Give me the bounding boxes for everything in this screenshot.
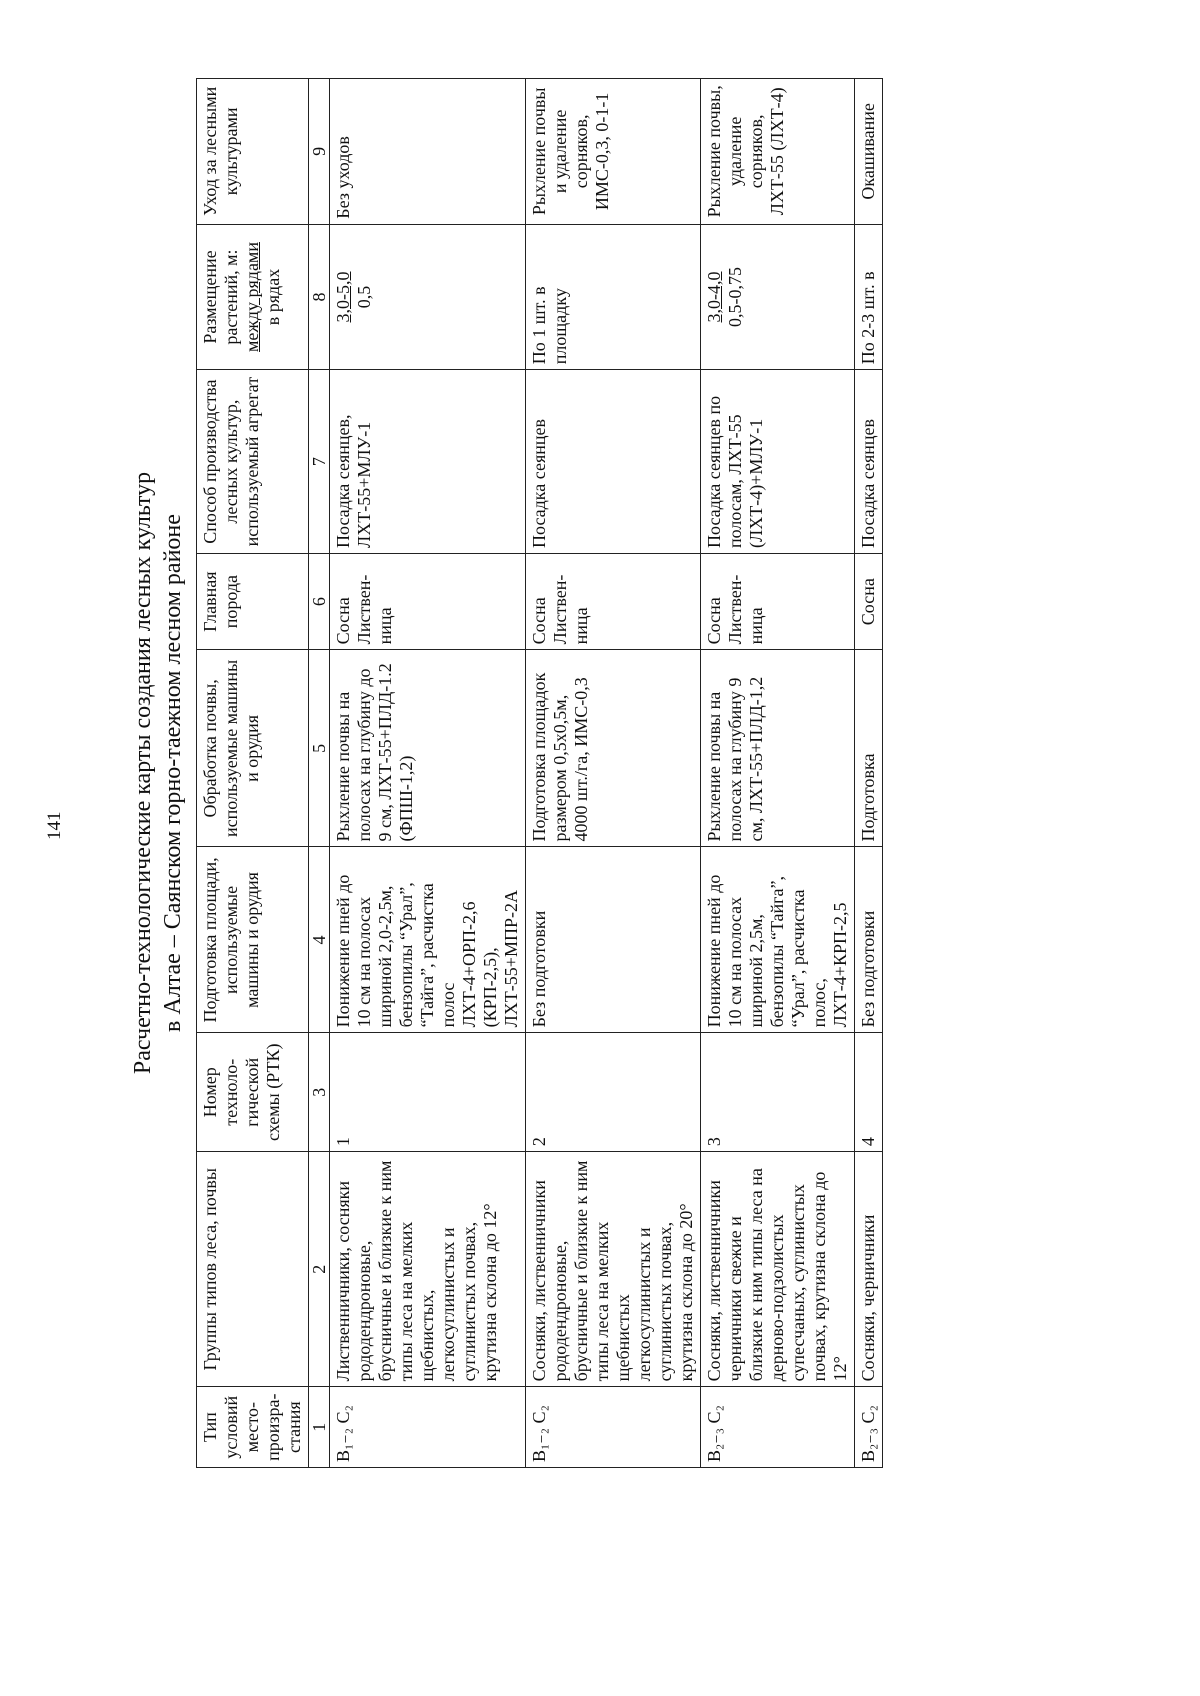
header-cell-3: Номер техноло-гической схемы (РТК) [197,1033,309,1152]
spacing-text: По 1 шт. в площадку [529,286,570,365]
main-species-cell: Сосна Листвен-ница [330,554,526,650]
col-num-7: 7 [309,370,330,554]
scheme-number-cell: 4 [855,1033,883,1152]
site-preparation-cell: Без подготовки [855,847,883,1033]
col-num-3: 3 [309,1033,330,1152]
tending-cell: Без уходов [330,79,526,225]
scheme-number-cell: 2 [526,1033,701,1152]
tending-cell: Рыхление почвы и удаление сорняков, ИМС-0,3, 0-1-1 [526,79,701,225]
spacing-cell [330,224,526,370]
col-num-2: 2 [309,1152,330,1387]
spacing-in-rows: 0,5-0,75 [725,267,745,327]
spacing-in-rows: 0,5 [354,285,374,309]
soil-treatment-cell: Рыхление почвы на полосах на глубину до 9 см, ЛХТ-55+ПЛД-1.2 (ФПШ-1,2) [330,650,526,847]
spacing-between-rows: 3,0-4,0 [704,271,724,323]
header-cell-7: Способ производства лесных культур, используемый агрегат [197,370,309,554]
planting-method-cell: Посадка сеянцев по полосам, ЛХТ-55 (ЛХТ-4)+МЛУ-1 [701,370,855,554]
col-num-4: 4 [309,847,330,1033]
table-row [855,79,883,1468]
header-cell-4: Подготовка площади, используемые машины и орудия [197,847,309,1033]
rotated-page-content [128,78,883,1468]
col-num-5: 5 [309,650,330,847]
header-cell-1: Тип условий место-произра-стания [197,1387,309,1468]
table-row [701,79,855,1468]
forest-type-cell: Сосняки, черничники [855,1152,883,1387]
site-preparation-cell: Без подготовки [526,847,701,1033]
scheme-number-cell: 1 [330,1033,526,1152]
main-species-cell: Сосна Листвен-ница [701,554,855,650]
column-number-row [309,79,330,1468]
soil-treatment-cell: Подготовка [855,650,883,847]
header-row [197,79,309,1468]
forest-type-cell: Сосняки, лиственничники рододендроновые, брусничные и близкие к ним типы леса на мелких щебнистых легкосуглинистых и суглинистых почвах, крутизна склона до 20° [526,1152,701,1387]
table-row [330,79,526,1468]
header-cell-6: Главная порода [197,554,309,650]
spacing-cell [526,224,701,370]
soil-treatment-cell: Рыхление почвы на полосах на глубину 9 см, ЛХТ-55+ПЛД-1,2 [701,650,855,847]
planting-method-cell: Посадка сеянцев, ЛХТ-55+МЛУ-1 [330,370,526,554]
main-species-cell: Сосна Листвен-ница [526,554,701,650]
spacing-cell [701,224,855,370]
header-cell-9: Уход за лесными культурами [197,79,309,225]
spacing-between-rows: 3,0-5,0 [333,271,353,323]
page-title [128,78,188,1468]
header-cell-8 [197,224,309,370]
header-cell-5: Обработка почвы, используемые машины и орудия [197,650,309,847]
tending-cell: Рыхление почвы, удаление сорняков, ЛХТ-55 (ЛХТ-4) [701,79,855,225]
forest-type-cell: Лиственничники, сосняки рододендроновые, брусничные и близкие к ним типы леса на мелких щебнистых, легкосуглинистых и суглинистых почвах, крутизна склона до 12° [330,1152,526,1387]
page-number: 141 [44,811,65,840]
planting-method-cell: Посадка сеянцев [855,370,883,554]
main-species-cell: Сосна [855,554,883,650]
table-row [526,79,701,1468]
header-cell-2: Группы типов леса, почвы [197,1152,309,1387]
col-num-6: 6 [309,554,330,650]
site-type-cell: В₂₋₃ С₂ [855,1387,883,1468]
forest-type-cell: Сосняки, лиственничники черничники свежие и близкие к ним типы леса на дерново-подзолистых супесчаных, суглинистых почвах, крутизна склона до 12° [701,1152,855,1387]
site-preparation-cell: Понижение пней до 10 см на полосах шириной 2,5м, бензопилы “Тайга”, “Урал”, расчистка полос, ЛХТ-4+КРП-2,5 [701,847,855,1033]
site-type-cell: В₂₋₃ С₂ [701,1387,855,1468]
site-type-cell: В₁₋₂ С₂ [330,1387,526,1468]
rtk-table [196,78,883,1468]
col-num-9: 9 [309,79,330,225]
scheme-number-cell: 3 [701,1033,855,1152]
spacing-cell: По 2-3 шт. в [855,224,883,370]
col-num-1: 1 [309,1387,330,1468]
header-8-between-rows: между рядами [242,242,262,352]
tending-cell: Окашивание [855,79,883,225]
col-num-8: 8 [309,224,330,370]
site-type-cell: В₁₋₂ С₂ [526,1387,701,1468]
soil-treatment-cell: Подготовка площадок размером 0,5х0,5м, 4000 шт./га, ИМС-0,3 [526,650,701,847]
site-preparation-cell: Понижение пней до 10 см на полосах шириной 2,0-2,5м, бензопилы “Урал”, “Тайга”, расчистка полос ЛХТ-4+ОРП-2,6 (КРП-2,5), ЛХТ-55+МПР-2А [330,847,526,1033]
title-line-2: в Алтае – Саянском горно-таежном лесном районе [160,514,186,1032]
header-8-in-rows: в рядах [263,268,283,326]
header-8-main: Размещение растений, м: [200,249,241,345]
title-line-1: Расчетно-технологические карты создания лесных культур [130,471,156,1075]
planting-method-cell: Посадка сеянцев [526,370,701,554]
